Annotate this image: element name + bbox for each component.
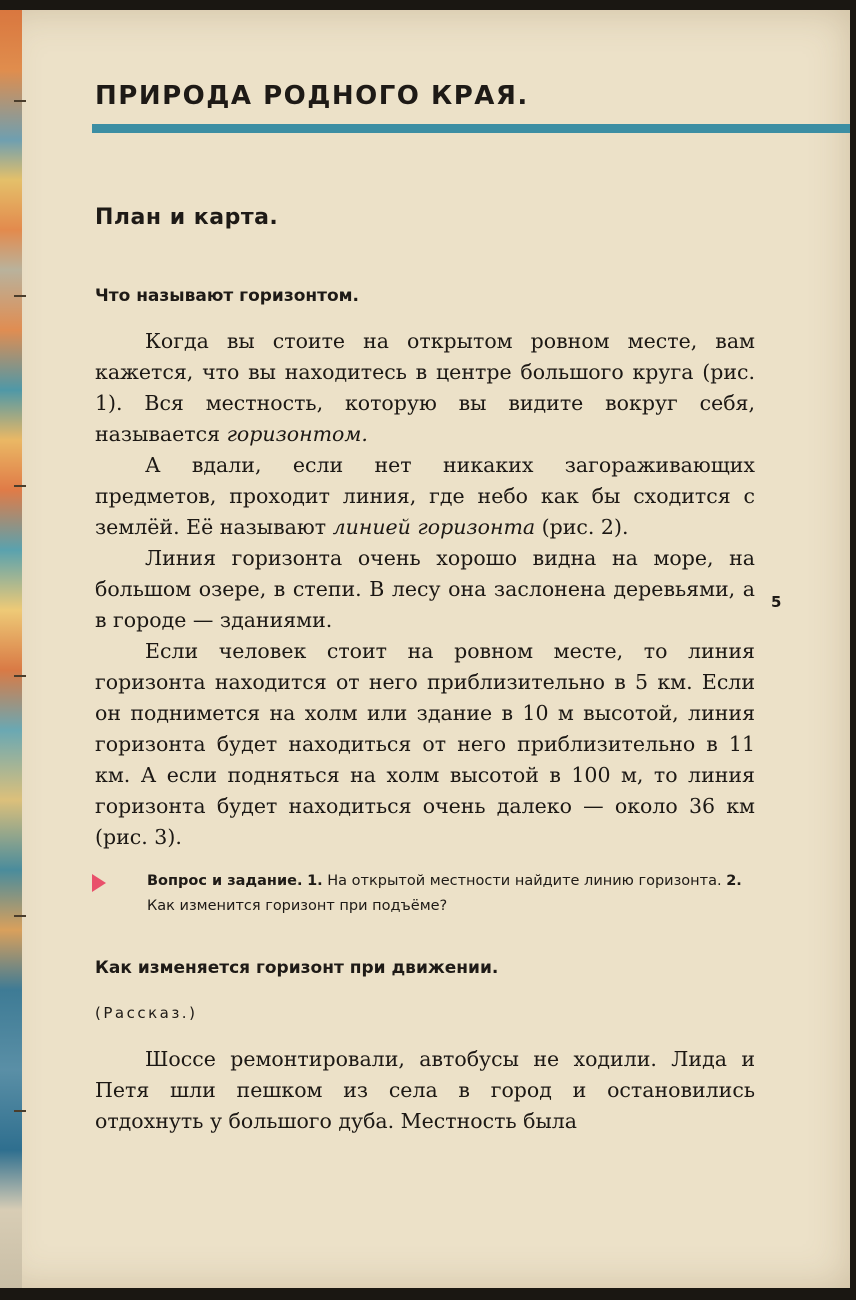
paragraph-text: А вдали, если нет никаких загораживающих предметов, проходит линия, где небо как бы сходится с землёй. Её называют <box>95 453 755 539</box>
question-block <box>147 869 759 919</box>
question-label: Вопрос и задание. <box>147 873 303 889</box>
page-number: 5 <box>771 593 782 611</box>
paragraph-text: (рис. 2). <box>535 515 629 539</box>
paragraph: Линия горизонта очень хорошо видна на море, на большом озере, в степи. В лесу она заслонена деревьями, а в городе — зданиями. <box>95 546 755 632</box>
subsection-title-horizon: Что называют горизонтом. <box>95 286 360 306</box>
term-horizon-line: линией горизонта <box>332 515 536 539</box>
question-number: 2. <box>726 873 742 889</box>
heading-rule <box>92 124 850 133</box>
term-horizon: горизонтом. <box>226 422 368 446</box>
section-title: План и карта. <box>95 205 279 230</box>
arrow-marker-icon <box>92 874 106 892</box>
question-text: На открытой местности найдите линию горизонта. <box>322 873 727 889</box>
binding-stitch <box>14 100 26 102</box>
paragraph <box>95 450 755 543</box>
paragraph: Если человек стоит на ровном месте, то линия горизонта находится от него приблизительно в 5 км. Если он поднимется на холм или здание в 10 м высотой, линия горизонта будет находиться от него приблизительно в 11 км. А если подняться на холм высотой в 100 м, то линия горизонта будет находиться очень далеко — около 36 км (рис. 3). <box>95 639 755 849</box>
genre-label: (Рассказ.) <box>95 1004 198 1022</box>
subsection-title-movement: Как изменяется горизонт при движении. <box>95 958 499 978</box>
book-page <box>0 10 850 1288</box>
paragraph: Шоссе ремонтировали, автобусы не ходили. Лида и Петя шли пешком из села в город и остановились отдохнуть у большого дуба. Местность была <box>95 1047 755 1133</box>
binding-stitch <box>14 1110 26 1112</box>
question-number: 1. <box>307 873 323 889</box>
horizon-text <box>95 326 755 853</box>
binding-stitch <box>14 675 26 677</box>
story-text <box>95 1044 755 1137</box>
question-text: Как изменится горизонт при подъёме? <box>147 898 448 914</box>
paragraph-text: Когда вы стоите на открытом ровном месте, вам кажется, что вы находитесь в центре большого круга (рис. 1). Вся местность, которую вы видите вокруг себя, называется <box>95 329 755 446</box>
binding-stitch <box>14 295 26 297</box>
binding-stitch <box>14 485 26 487</box>
chapter-heading: ПРИРОДА РОДНОГО КРАЯ. <box>95 81 529 111</box>
paragraph <box>95 326 755 450</box>
binding-stitch <box>14 915 26 917</box>
book-spine-edge <box>0 10 22 1288</box>
